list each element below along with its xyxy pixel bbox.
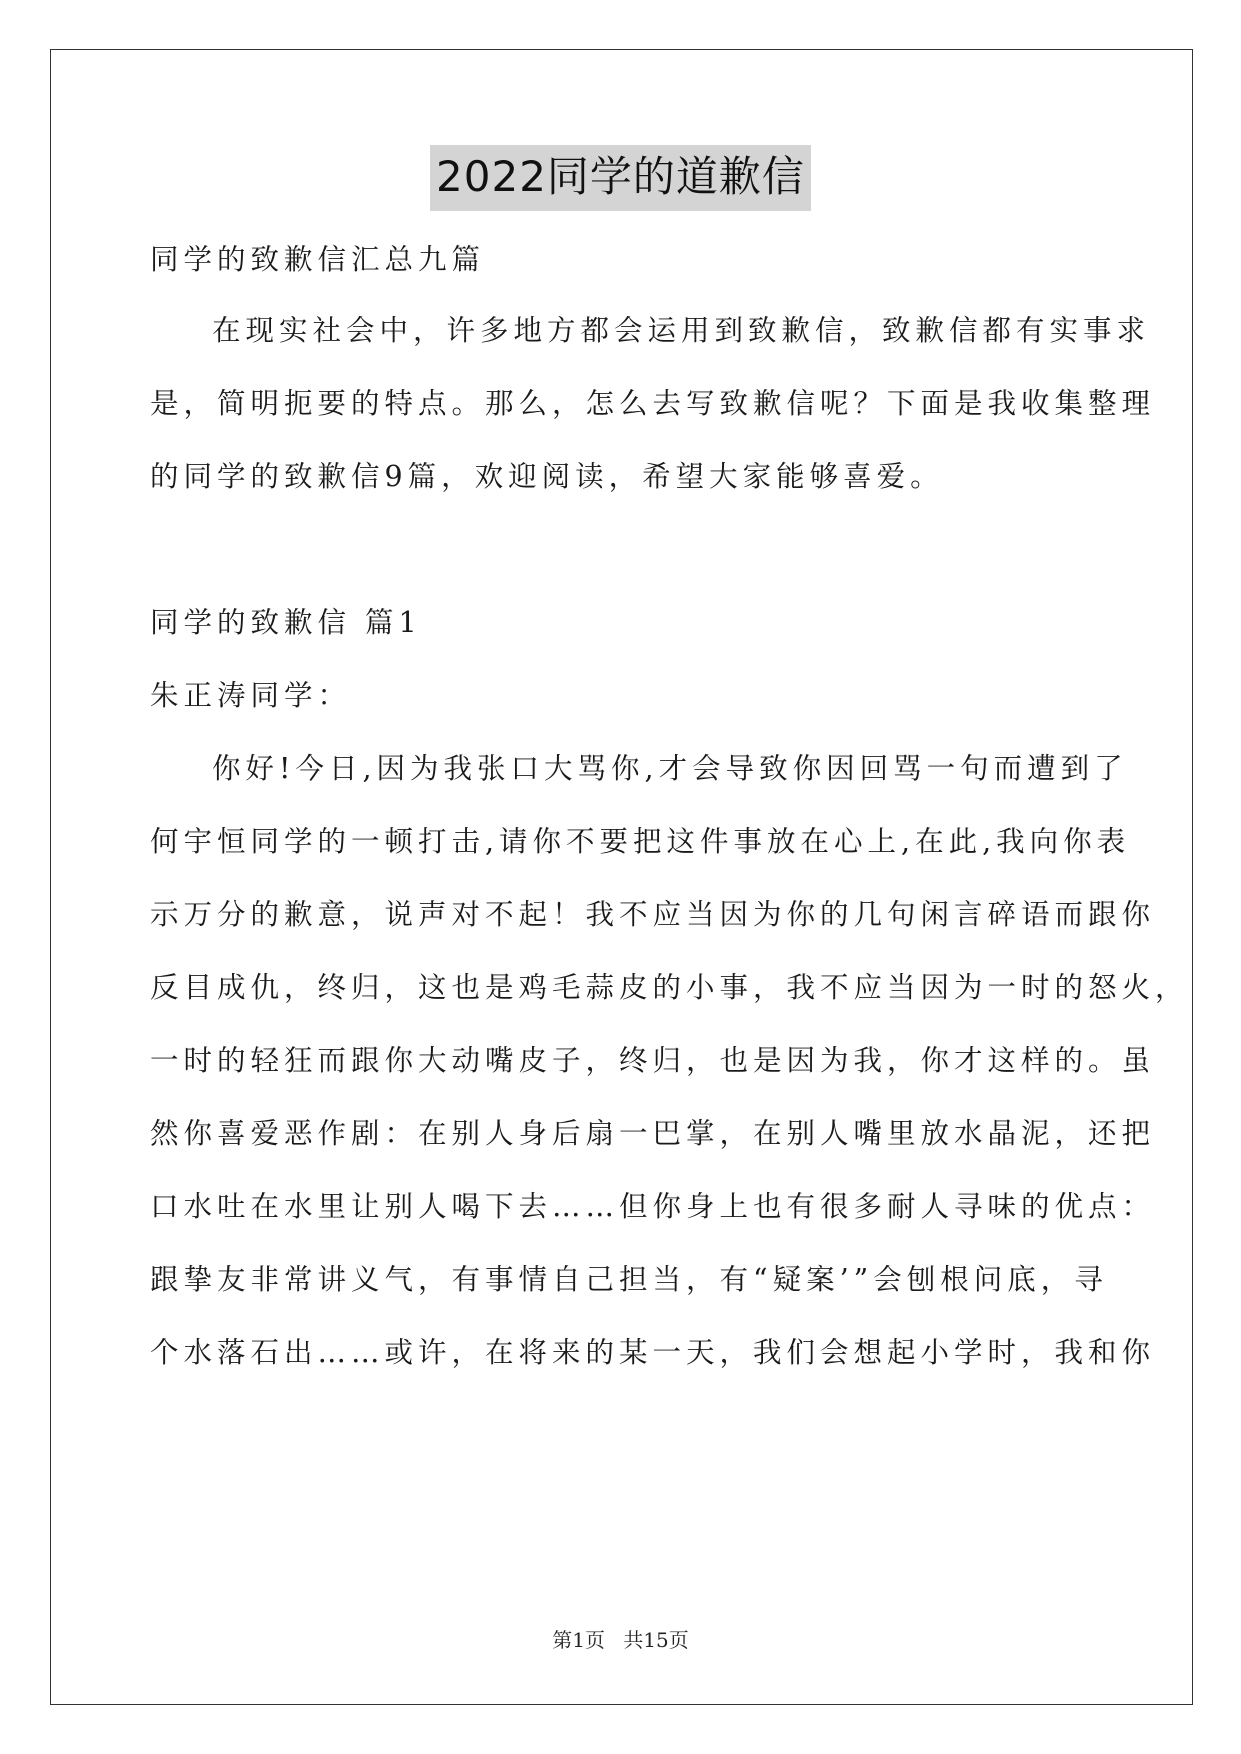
intro-line: 在现实社会中，许多地方都会运用到致歉信，致歉信都有实事求 [212, 314, 1151, 347]
salutation: 朱正涛同学： [150, 679, 352, 712]
document-title: 2022同学的道歉信 [430, 145, 811, 211]
body-line: 一时的轻狂而跟你大动嘴皮子，终归，也是因为我，你才这样的。虽 [150, 1044, 1156, 1077]
body-line: 跟挚友非常讲义气，有事情自己担当，有“疑案’”会刨根问底，寻 [150, 1263, 1108, 1296]
page-border [50, 49, 1193, 1705]
page-footer [0, 1624, 1241, 1653]
subtitle: 同学的致歉信汇总九篇 [150, 243, 486, 276]
body-line: 反目成仇，终归，这也是鸡毛蒜皮的小事，我不应当因为一时的怒火， [150, 971, 1189, 1004]
page-number: 第1页 [552, 1628, 605, 1652]
body-line: 口水吐在水里让别人喝下去……但你身上也有很多耐人寻味的优点： [150, 1190, 1156, 1223]
body-line: 你好!今日,因为我张口大骂你,才会导致你因回骂一句而遭到了 [212, 752, 1128, 785]
title-container [0, 145, 1241, 211]
section-heading: 同学的致歉信 篇1 [150, 606, 422, 639]
intro-line: 是，简明扼要的特点。那么，怎么去写致歉信呢？下面是我收集整理 [150, 387, 1156, 420]
body-line: 然你喜爱恶作剧：在别人身后扇一巴掌，在别人嘴里放水晶泥，还把 [150, 1117, 1156, 1150]
page-total: 共15页 [623, 1628, 689, 1652]
intro-line: 的同学的致歉信9篇，欢迎阅读，希望大家能够喜爱。 [150, 460, 944, 493]
body-line: 个水落石出……或许，在将来的某一天，我们会想起小学时，我和你 [150, 1336, 1156, 1369]
body-line: 何宇恒同学的一顿打击,请你不要把这件事放在心上,在此,我向你表 [150, 825, 1131, 858]
body-line: 示万分的歉意，说声对不起！我不应当因为你的几句闲言碎语而跟你 [150, 898, 1156, 931]
